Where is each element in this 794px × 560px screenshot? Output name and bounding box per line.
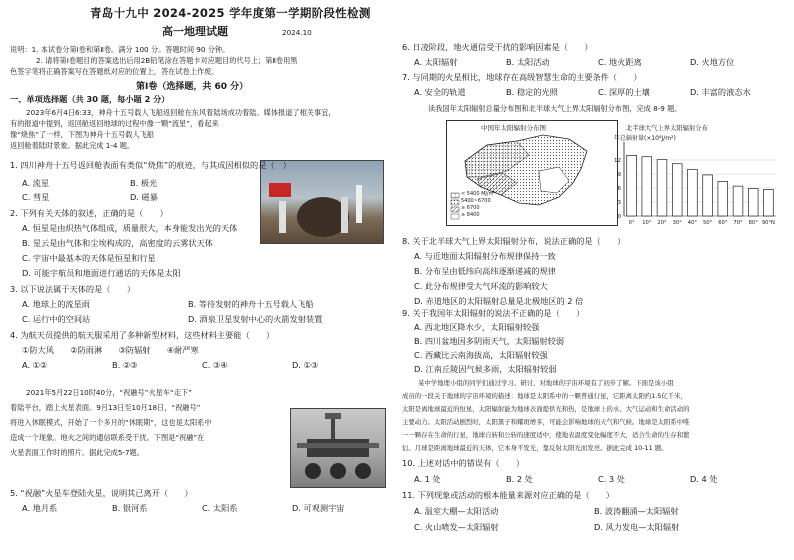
q1-option-c: C. 彗星 <box>22 192 50 202</box>
chart-bar <box>642 157 652 216</box>
part-title: 一、单项选择题（共 30 题，每小题 2 分） <box>10 94 170 104</box>
q8-option-d: D. 赤道地区的太阳辐射总量是北极地区的 2 倍 <box>414 296 584 306</box>
passage2-line-5: 火星表面工作时的照片。据此完成5-7题。 <box>10 448 144 457</box>
q10-option-a: A. 1 处 <box>414 474 441 484</box>
x-tick-label: 10° <box>642 220 652 226</box>
chart-bar <box>764 189 774 216</box>
exam-title: 青岛十九中 2024-2025 学年度第一学期阶段性检测 <box>90 6 371 20</box>
y-tick-label: 3 <box>617 200 621 206</box>
chart-bar <box>627 155 637 216</box>
q2-stem: 2. 下列有关天体的叙述，正确的是（ ） <box>10 208 168 218</box>
q6-stem: 6. 日凌阶段，地火通信受干扰的影响因素是（ ） <box>402 42 593 52</box>
q9-option-c: C. 西藏比云南海拔高，太阳辐射较强 <box>414 350 548 360</box>
q5-stem: 5. “祝融”火星车登陆火星，说明其已离开（ ） <box>10 488 193 498</box>
q8-stem: 8. 关于北半球大气上界太阳辐射分布，说法正确的是（ ） <box>402 236 626 246</box>
passage4-line-1: 某中学地理小组的同学们通过学习、研讨，对地球的宇宙环境有了初步了解。下面是该小组 <box>418 379 674 387</box>
q10-option-b: B. 2 处 <box>506 474 533 484</box>
q4-option-a: A. ①② <box>22 360 48 370</box>
passage4-line-5: 一一颗存在生命的行星，地球自转和公转的速度适中，使地表温度变化幅度不大，适合生命的生存和繁 <box>402 431 690 439</box>
passage3: 读我国年太阳辐射总量分布图和北半球大气上界太阳辐射分布图，完成 8-9 题。 <box>428 104 682 113</box>
q5-option-a: A. 地月系 <box>22 503 58 513</box>
q1-option-d: D. 磁暴 <box>130 192 158 202</box>
map-legend-1: < 5400 MJ/m² <box>461 191 496 197</box>
q4-options-list: ①防大风 ②防雨淋 ③防辐射 ④耐严寒 <box>22 345 199 355</box>
q4-option-c: C. ③④ <box>202 360 228 370</box>
q11-option-c: C. 火山喷发—太阳辐射 <box>414 522 499 532</box>
q7-option-c: C. 深厚的土壤 <box>598 87 650 97</box>
q2-option-d: D. 可能宇航员和地面进行通话的天体是太阳 <box>22 268 181 278</box>
q5-option-c: C. 太阳系 <box>202 503 238 513</box>
y-tick-label: 6 <box>617 186 621 192</box>
passage2-line-3: 将进入休眠模式，开始了一个多月的“休眠期”，这也是太阳系中 <box>10 418 212 427</box>
radiation-bar-chart <box>600 124 786 230</box>
y-tick-label: 0 <box>617 214 621 220</box>
q2-option-c: C. 宇宙中最基本的天体是恒星和行星 <box>22 253 156 263</box>
chart-title: 北半球大气上界太阳辐射分布 <box>626 125 708 132</box>
passage4-line-4: 主要动力。太阳活动剧烈时，太阳黑子和耀斑增多，可能会影响地球的天气和气候。地球是太阳系中唯 <box>402 418 690 426</box>
q11-stem: 11. 下列现象或活动的根本能量来源对应正确的是（ ） <box>402 490 615 500</box>
q6-option-a: A. 太阳辐射 <box>414 57 458 67</box>
q9-stem: 9. 关于我国年太阳辐射的说法不正确的是（ ） <box>402 308 585 318</box>
map-legend-2: 5400~6700 <box>461 198 491 204</box>
q5-option-b: B. 银河系 <box>112 503 148 513</box>
q6-option-c: C. 地火距离 <box>598 57 642 67</box>
x-tick-label: 40° <box>687 220 698 226</box>
q9-option-d: D. 江南丘陵因气候多雨，太阳辐射较弱 <box>414 364 557 374</box>
q7-option-d: D. 丰富的液态水 <box>690 87 751 97</box>
x-tick-label: 0° <box>628 220 635 226</box>
q1-option-b: B. 极光 <box>130 178 158 188</box>
q2-option-a: A. 恒星是由炽热气体组成，质量很大，本身能发出光的天体 <box>22 223 238 233</box>
china-radiation-map <box>446 120 618 226</box>
capsule-photo-image <box>261 161 383 243</box>
passage2-line-1: 2021年5月22日10时40分，“祝融号”火星车“走下” <box>26 388 192 397</box>
q9-option-b: B. 四川盆地因多阴雨天气，太阳辐射较弱 <box>414 336 565 346</box>
q10-stem: 10. 上述对话中的错误有（ ） <box>402 458 525 468</box>
q2-option-b: B. 星云是由气体和尘埃构成的，高密度的云雾状天体 <box>22 238 213 248</box>
q11-option-b: B. 波涛翻涌—太阳辐射 <box>594 506 679 516</box>
q3-stem: 3. 以下说法属于天体的是（ ） <box>10 284 136 294</box>
map-legend-4: ≥ 8400 <box>461 212 480 218</box>
x-tick-label: 90°N <box>761 220 775 226</box>
map-legend-3: ≥ 6700 <box>461 205 480 211</box>
q7-option-b: B. 稳定的光照 <box>506 87 558 97</box>
q10-option-d: D. 4 处 <box>690 474 718 484</box>
chart-bar <box>657 160 667 216</box>
q6-option-d: D. 火地方位 <box>690 57 735 67</box>
q11-option-d: D. 风力发电—太阳辐射 <box>594 522 680 532</box>
capsule-landing-photo <box>260 160 384 244</box>
q10-option-c: C. 3 处 <box>598 474 625 484</box>
y-tick-label: 12 <box>614 158 621 164</box>
q3-option-a: A. 地球上的流星雨 <box>22 299 90 309</box>
q4-option-b: B. ②③ <box>112 360 138 370</box>
chart-bar <box>733 186 743 216</box>
x-tick-label: 80° <box>748 220 758 226</box>
x-tick-label: 50° <box>702 220 713 226</box>
chart-ylabel: 年总辐射量(×10⁸J/m²) <box>614 135 676 142</box>
chart-bar <box>672 164 682 216</box>
instructions-line-3: 色签字笔将正确答案写在答题纸对应的位置上，答在试卷上作废。 <box>10 67 219 76</box>
rover-photo-image <box>291 409 385 487</box>
x-tick-label: 70° <box>733 220 743 226</box>
instructions-line-1: 说明：1. 本试卷分第Ⅰ卷和第Ⅱ卷。满分 100 分。答题时间 90 分钟。 <box>10 45 230 54</box>
passage4-line-6: 衍。月球是距离地球最近的天体，它本身不发光，靠反射太阳光而发亮。据此完成 10-11 题。 <box>402 444 668 452</box>
passage4-line-3: 太阳是离地球最近的恒星，太阳辐射能为地球表面提供光和热，是地球上的水、大气运动和生命活动的 <box>402 405 690 413</box>
q3-option-d: D. 酒泉卫星发射中心的火箭发射装置 <box>188 314 323 324</box>
x-tick-label: 60° <box>718 220 728 226</box>
passage1-line-4: 返回舱着陆时景象。据此完成 1-4 题。 <box>10 141 135 150</box>
q9-option-a: A. 西北地区降水少，太阳辐射较强 <box>414 322 540 332</box>
passage2-line-2: 着陆平台，踏上火星表面。9月13日至10月18日，“祝融号” <box>10 403 201 412</box>
q3-option-b: B. 等待发射的神舟十五号载人飞船 <box>188 299 314 309</box>
q6-option-b: B. 太阳活动 <box>506 57 550 67</box>
q7-option-a: A. 安全的轨道 <box>414 87 466 97</box>
passage2-line-4: 造成一个现象。地火之间的通信联系受干扰。下图是“祝融”在 <box>10 433 205 442</box>
q1-option-a: A. 流星 <box>22 178 50 188</box>
passage1-line-2: 有的报道中提到，返回舱返回地球的过程中像一颗“流星”，看起来 <box>10 119 219 128</box>
q11-option-a: A. 温室大棚—太阳活动 <box>414 506 499 516</box>
q8-option-a: A. 与近地面太阳辐射分布规律保持一致 <box>414 251 556 261</box>
section-title: 第Ⅰ卷（选择题，共 60 分） <box>136 82 249 92</box>
q4-stem: 4. 为航天员提供的航天服采用了多种新型材料，这些材料主要能（ ） <box>10 330 275 340</box>
passage1-line-1: 2023年6月4日6:33，神舟十五号载人飞船返回舱在东风着陆场成功着陆。媒体报道了相关事宜， <box>26 108 336 117</box>
q1-stem: 1. 四川神舟十五号返回舱表面有类似“烧焦”的痕迹，与其成因相似的是（ ） <box>10 160 291 170</box>
q4-option-d: D. ①③ <box>292 360 319 370</box>
y-tick-label: 9 <box>617 172 621 178</box>
exam-date: 2024.10 <box>282 28 312 37</box>
q8-option-c: C. 此分布规律受大气环流的影响较大 <box>414 281 548 291</box>
chart-bar <box>748 188 758 216</box>
x-tick-label: 30° <box>672 220 682 226</box>
passage1-line-3: 像“烧焦”了一样，下图为神舟十五号载人飞船 <box>10 130 155 139</box>
q3-option-c: C. 运行中的空间站 <box>22 314 91 324</box>
zhurong-rover-photo <box>290 408 386 488</box>
exam-subtitle: 高一地理试题 <box>162 25 228 38</box>
q7-stem: 7. 与同期的火星相比，地球存在高级智慧生命的主要条件（ ） <box>402 72 642 82</box>
map-title: 中国年太阳辐射分布图 <box>481 124 546 132</box>
q8-option-b: B. 分布呈由低纬向高纬逐渐递减的规律 <box>414 266 556 276</box>
x-tick-label: 20° <box>657 220 667 226</box>
chart-bar <box>703 175 713 216</box>
instructions-line-2: 2. 请将第Ⅰ卷题目的答案选出后用2B铅笔涂在答题卡对应题目的代号上；第Ⅱ卷用黑 <box>36 56 298 65</box>
passage4-line-2: 成员的一段关于地球的宇宙环境的描述：地球是太阳系中的一颗普通行星，它距离太阳约1.5亿千米， <box>402 392 687 400</box>
chart-bar <box>688 169 698 216</box>
q5-option-d: D. 可观测宇宙 <box>292 503 345 513</box>
chart-bar <box>718 181 728 216</box>
